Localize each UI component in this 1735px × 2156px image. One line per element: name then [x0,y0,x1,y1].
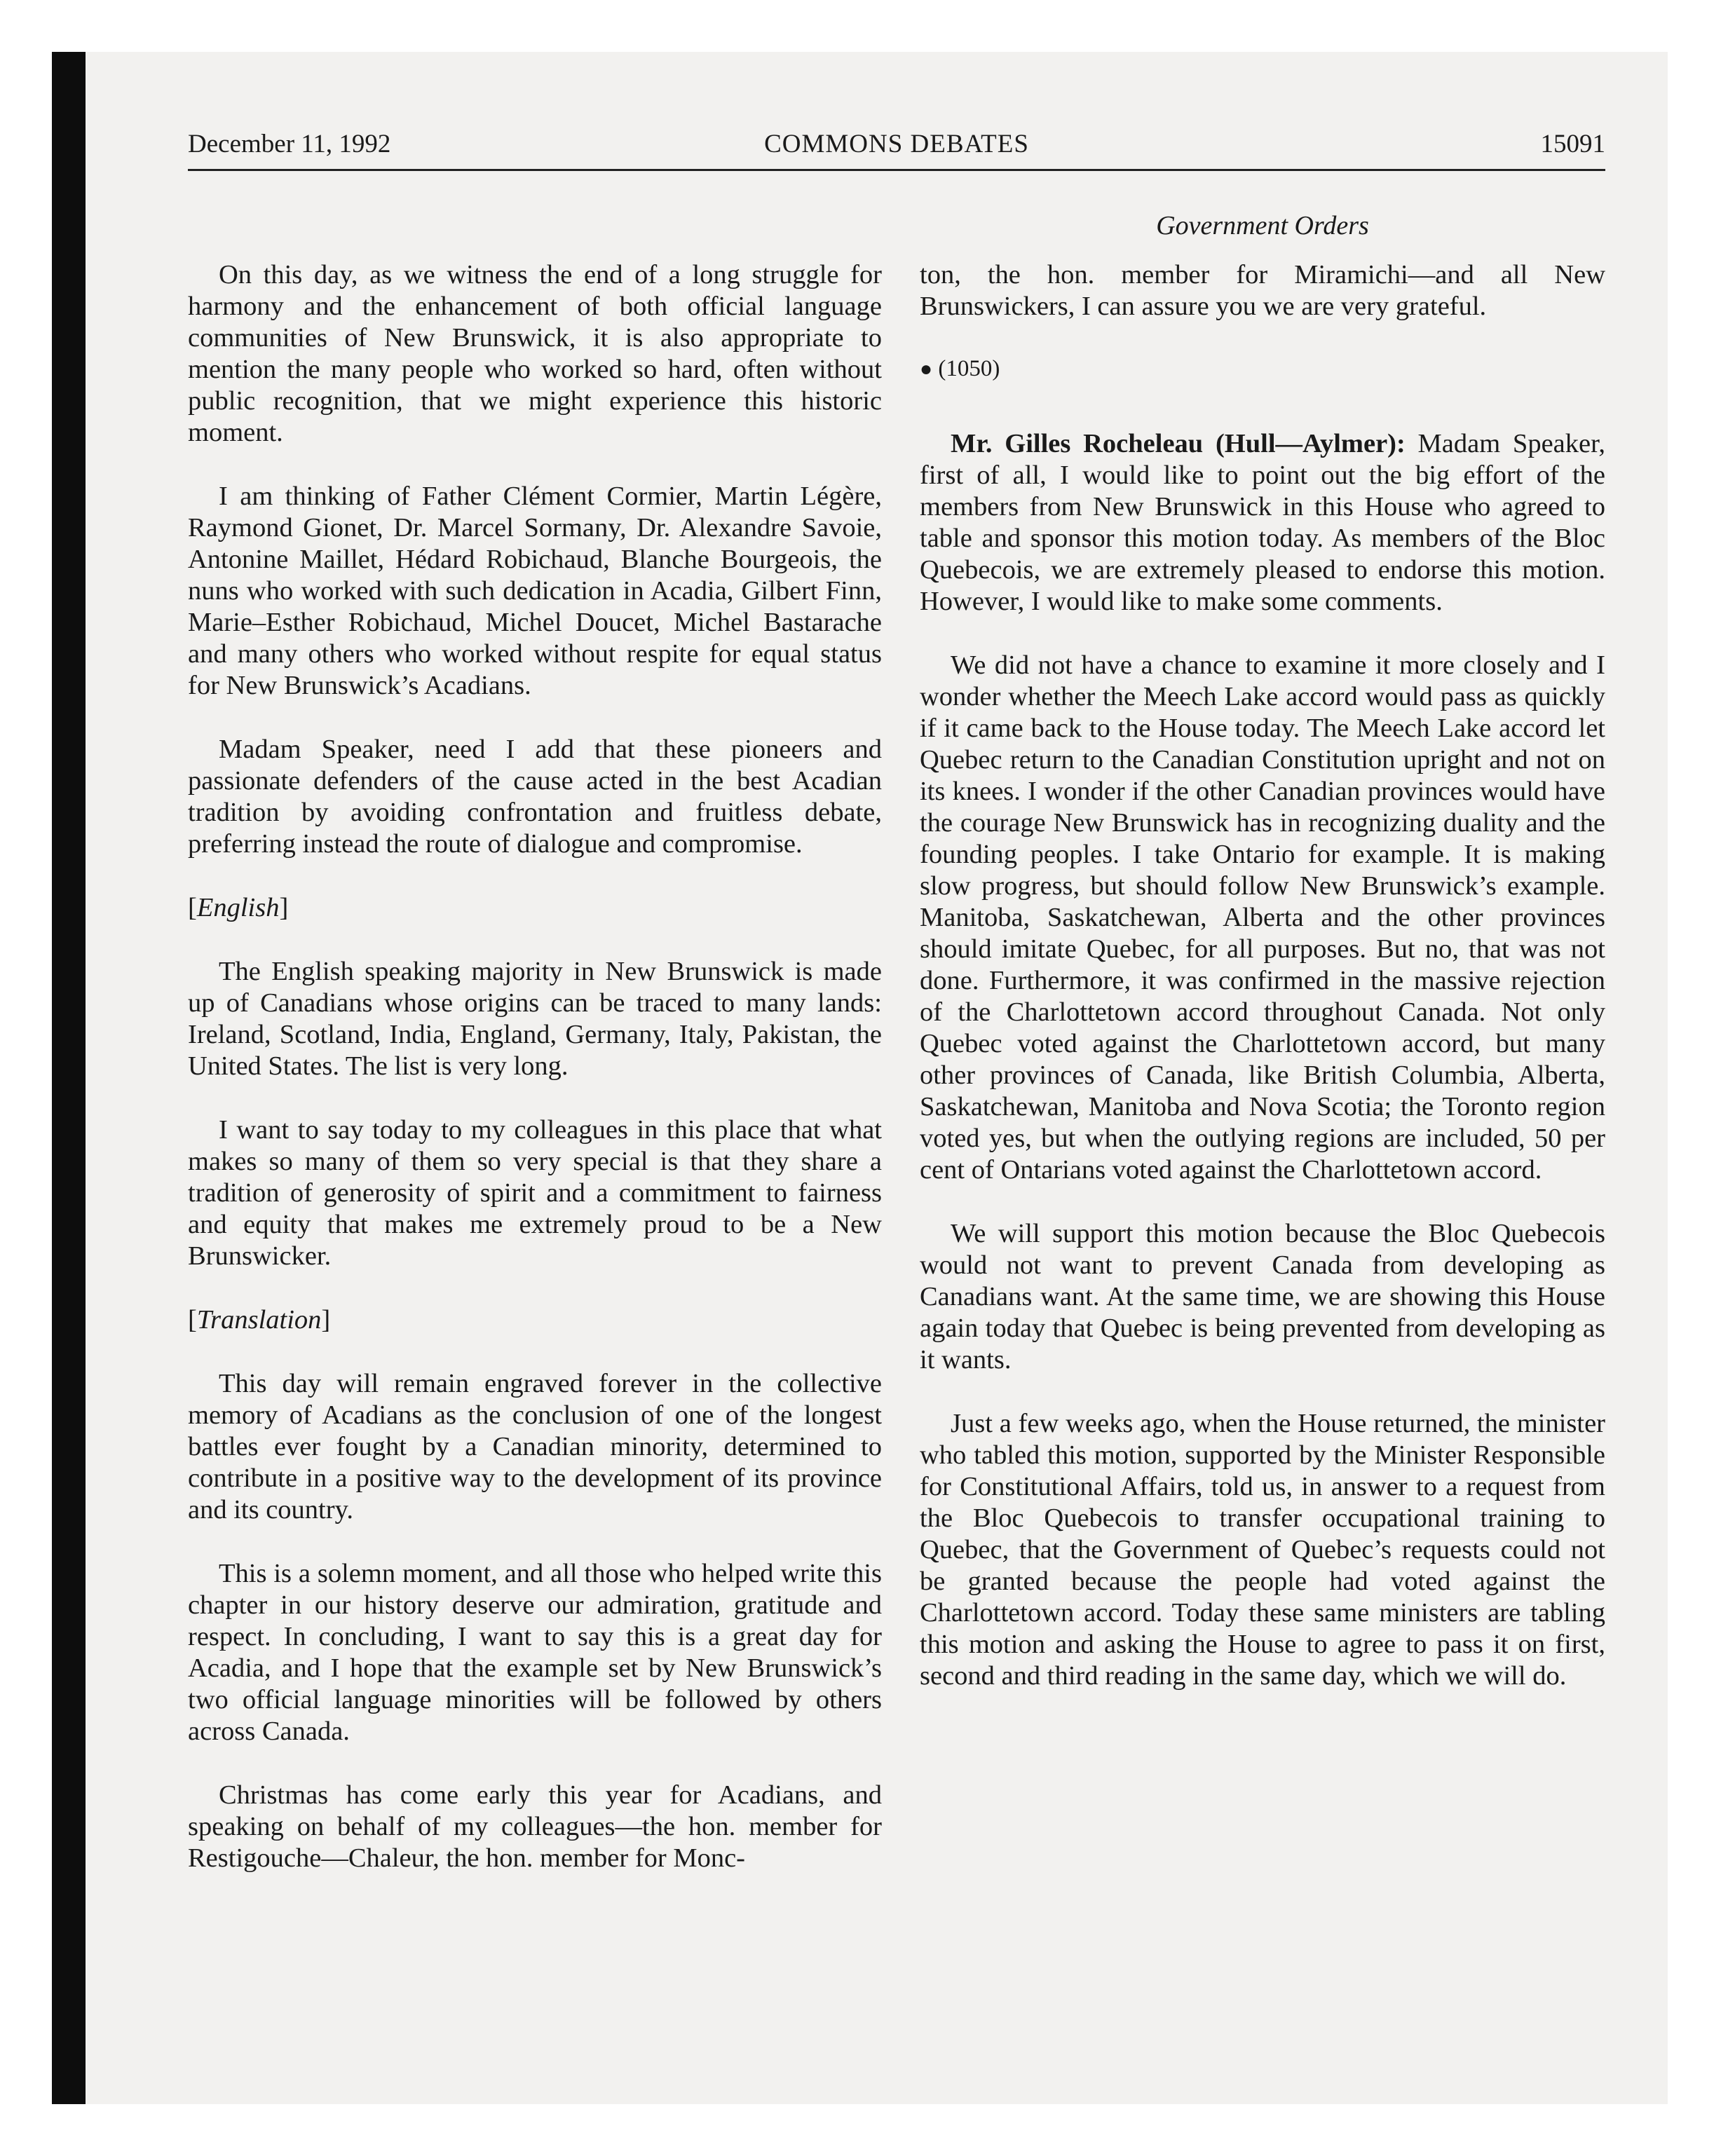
right-column [920,259,1605,1724]
paragraph: This day will remain engraved forever in the collective memory of Acadians as the conclusion of one of the longest battles ever fought by a Canadian minority, determined to contribute in a positive way to the development of its province and its country. [188,1369,882,1524]
language-tag-text: English [196,893,280,922]
paragraph: I am thinking of Father Clément Cormier, Martin Légère, Raymond Gionet, Dr. Marcel Sormany, Dr. Alexandre Savoie, Antonine Maillet, Hédard Robichaud, Blanche Bourgeois, the nuns who worked with such dedication in Acadia, Gilbert Finn, Marie–Esther Robichaud, Michel Doucet, Michel Bastarache and many others who worked without respite for equal status for New Brunswick’s Acadians. [188,482,882,700]
paragraph: The English speaking majority in New Brunswick is made up of Canadians whose origins can be traced to many lands: Ireland, Scotland, India, England, Germany, Italy, Pakistan, the United States. The list is very long. [188,957,882,1081]
header-rule [188,169,1605,171]
paragraph-continued: ton, the hon. member for Miramichi—and all New Brunswickers, I can assure you we are very grateful. [920,260,1605,321]
language-tag-english: [English] [188,893,289,922]
paragraph: Just a few weeks ago, when the House returned, the minister who tabled this motion, supported by the Minister Responsible for Constitutional Affairs, told us, in answer to a request from the Bloc Quebecois to transfer occupational training to Quebec, that the Government of Quebec’s requests could not be granted because the people had voted against the Charlottetown accord. Today these same ministers are tabling this motion and asking the House to agree to pass it on first, second and third reading in the same day, which we will do. [920,1409,1605,1691]
speech-paragraph [920,428,1605,618]
time-marker-text: (1050) [938,356,1000,381]
left-column [188,259,882,1906]
header-title: COMMONS DEBATES [764,130,1029,158]
speaker-name: Mr. Gilles Rocheleau (Hull—Aylmer): [951,429,1406,458]
running-header [188,129,1605,171]
paragraph: We did not have a chance to examine it more closely and I wonder whether the Meech Lake accord would pass as quickly if it came back to the House today. The Meech Lake accord let Quebec return to the Canadian Constitution upright and not on its knees. I wonder if the other Canadian provinces would have the courage New Brunswick has in recognizing duality and the founding peoples. I take Ontario for example. It is making slow progress, but should follow New Brunswick’s example. Manitoba, Saskatchewan, Alberta and the other provinces should imitate Quebec, for all purposes. But no, that was not done. Furthermore, it was confirmed in the massive rejection of the Charlottetown accord throughout Canada. Not only Quebec voted against the Charlottetown accord, but many other provinces of Canada, like British Columbia, Alberta, Saskatchewan, Manitoba and Nova Scotia; the Toronto region voted yes, but when the outlying regions are included, 50 per cent of Ontarians voted against the Charlottetown accord. [920,650,1605,1185]
bullet-icon: ● [920,357,933,381]
paragraph: This is a solemn moment, and all those who helped write this chapter in our history deserve our admiration, gratitude and respect. In concluding, I want to say this is a great day for Acadia, and I hope that the example set by New Brunswick’s two official language minorities will be followed by others across Canada. [188,1559,882,1746]
paragraph: I want to say today to my colleagues in this place that what makes so many of them so very special is that they share a tradition of generosity of spirit and a commitment to fairness and equity that makes me extremely proud to be a New Brunswicker. [188,1115,882,1271]
language-tag-translation: [Translation] [188,1305,331,1335]
header-date: December 11, 1992 [188,130,391,158]
time-marker [920,355,1605,383]
section-heading: Government Orders [1156,211,1369,240]
paragraph: Madam Speaker, need I add that these pioneers and passionate defenders of the cause acted in the best Acadian tradition by avoiding confrontation and fruitless debate, preferring instead the route of dialogue and compromise. [188,735,882,859]
speech-text: Madam Speaker, first of all, I would like to point out the big effort of the members from New Brunswick in this House who agreed to table and sponsor this motion today. As members of the Bloc Quebecois, we are extremely pleased to endorse this motion. However, I would like to make some comments. [920,429,1605,616]
paragraph: On this day, as we witness the end of a long struggle for harmony and the enhancement of both official language communities of New Brunswick, it is also appropriate to mention the many people who worked so hard, often without public recognition, that we might experience this historic moment. [188,260,882,447]
paragraph: We will support this motion because the Bloc Quebecois would not want to prevent Canada from developing as Canadians want. At the same time, we are showing this House again today that Quebec is being prevented from developing as it wants. [920,1219,1605,1374]
language-tag-text: Translation [196,1305,322,1335]
binding-edge [52,52,86,2104]
page-number: 15091 [1540,130,1605,158]
paragraph: Christmas has come early this year for Acadians, and speaking on behalf of my colleagues—the hon. member for Restigouche—Chaleur, the hon. member for Monc- [188,1780,882,1873]
